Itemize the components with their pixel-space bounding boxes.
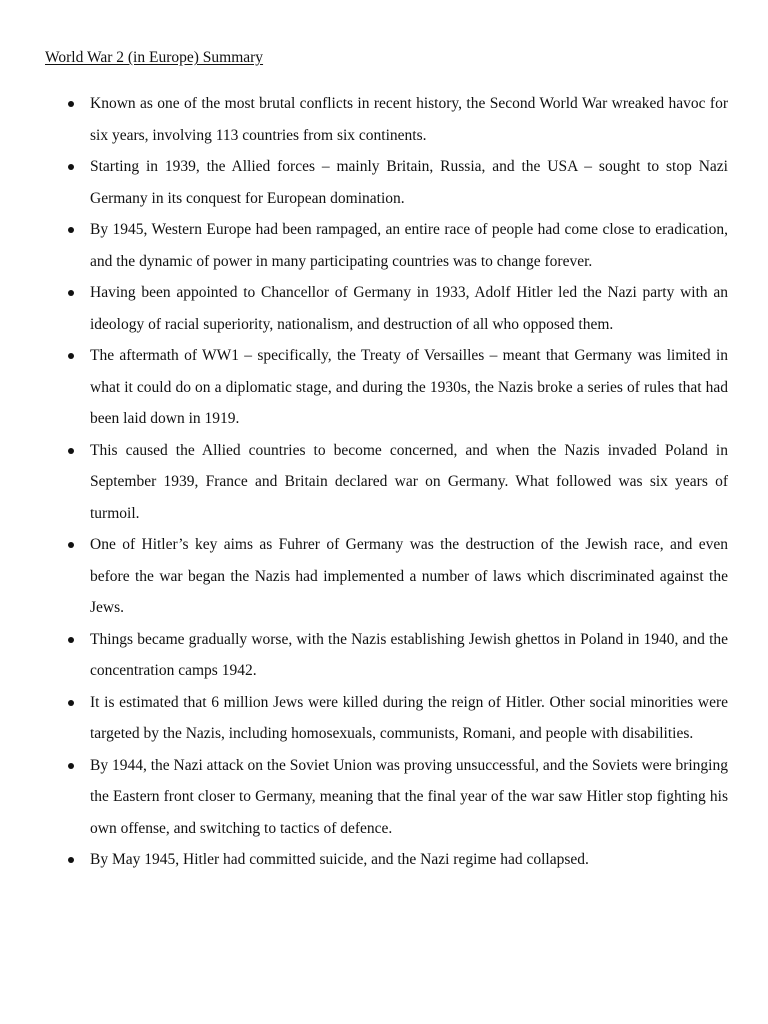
bullet-item bbox=[0, 214, 768, 277]
bullet-item bbox=[0, 687, 768, 750]
bullet-icon bbox=[68, 227, 74, 233]
bullet-icon bbox=[68, 353, 74, 359]
bullet-text: By 1945, Western Europe had been rampaged, an entire race of people had come close to eradication, and the dynamic of power in many participating countries was to change forever. bbox=[90, 221, 728, 270]
bullet-icon bbox=[68, 763, 74, 769]
bullet-item bbox=[0, 844, 768, 876]
bullet-text: Things became gradually worse, with the Nazis establishing Jewish ghettos in Poland in 1940, and the concentration camps 1942. bbox=[90, 630, 728, 679]
bullet-icon bbox=[68, 164, 74, 170]
bullet-item bbox=[0, 340, 768, 435]
bullet-text: By 1944, the Nazi attack on the Soviet Union was proving unsuccessful, and the Soviets were bringing the Eastern front closer to Germany, meaning that the final year of the war saw Hitler stop fighting his own offense, and switching to tactics of defence. bbox=[90, 756, 728, 837]
bullet-icon bbox=[68, 857, 74, 863]
summary-bullet-list bbox=[0, 88, 768, 876]
bullet-text: Known as one of the most brutal conflicts in recent history, the Second World War wreaked havoc for six years, involving 113 countries from six continents. bbox=[90, 95, 728, 144]
bullet-item bbox=[0, 529, 768, 624]
bullet-text: This caused the Allied countries to become concerned, and when the Nazis invaded Poland in September 1939, France and Britain declared war on Germany. What followed was six years of turmoil. bbox=[90, 441, 728, 522]
bullet-icon bbox=[68, 542, 74, 548]
bullet-text: By May 1945, Hitler had committed suicide, and the Nazi regime had collapsed. bbox=[90, 851, 589, 868]
bullet-icon bbox=[68, 290, 74, 296]
bullet-text: The aftermath of WW1 – specifically, the Treaty of Versailles – meant that Germany was limited in what it could do on a diplomatic stage, and during the 1930s, the Nazis broke a series of rules that had been laid down in 1919. bbox=[90, 347, 728, 427]
bullet-text: One of Hitler’s key aims as Fuhrer of Germany was the destruction of the Jewish race, and even before the war began the Nazis had implemented a number of laws which discriminated against the Jews. bbox=[90, 536, 728, 616]
bullet-item bbox=[0, 277, 768, 340]
bullet-item bbox=[0, 88, 768, 151]
bullet-text: Starting in 1939, the Allied forces – mainly Britain, Russia, and the USA – sought to stop Nazi Germany in its conquest for European domination. bbox=[90, 158, 728, 207]
bullet-icon bbox=[68, 637, 74, 643]
document-title: World War 2 (in Europe) Summary bbox=[45, 49, 264, 66]
bullet-item bbox=[0, 151, 768, 214]
bullet-item bbox=[0, 750, 768, 845]
bullet-icon bbox=[68, 700, 74, 706]
bullet-text: Having been appointed to Chancellor of Germany in 1933, Adolf Hitler led the Nazi party with an ideology of racial superiority, nationalism, and destruction of all who opposed them. bbox=[90, 284, 728, 333]
bullet-icon bbox=[68, 448, 74, 454]
bullet-item bbox=[0, 624, 768, 687]
bullet-text: It is estimated that 6 million Jews were killed during the reign of Hitler. Other social minorities were targeted by the Nazis, including homosexuals, communists, Romani, and people with disabilities. bbox=[90, 693, 728, 742]
bullet-item bbox=[0, 435, 768, 530]
bullet-icon bbox=[68, 101, 74, 107]
